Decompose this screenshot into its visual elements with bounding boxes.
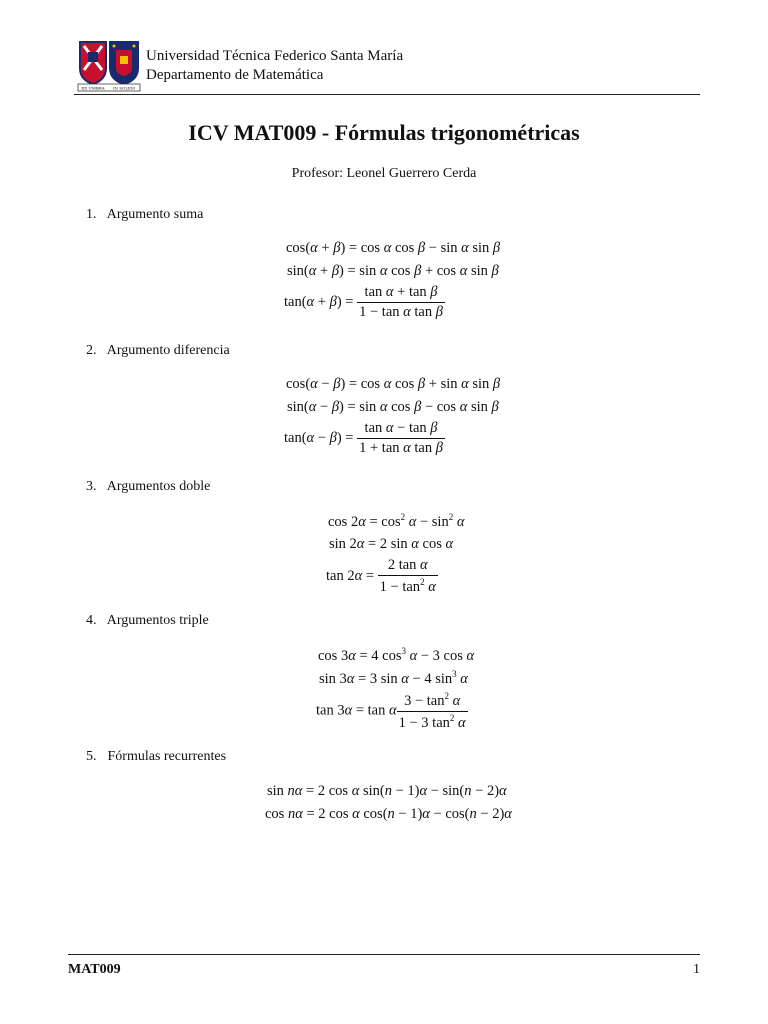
formula-tan-triple: tan 3α = tan α $\frac{3 - \tan^2 \alpha}{1 - 3 \tan^2 \alpha}$ (316, 691, 466, 731)
section-heading: 1. Argumento suma (86, 207, 204, 222)
logo-motto-right: IN SOLEM (112, 85, 136, 91)
university-name: Universidad Técnica Federico Santa María (146, 48, 404, 64)
formula-sin-double: sin 2α = 2 sin α cos α (329, 536, 454, 552)
formula-cos-recurrent: cos nα = 2 cos α cos(n − 1)α − cos(n − 2)α (265, 806, 512, 822)
formula-cos-sum: cos(α + β) = cos α cos β − sin α sin β (286, 240, 501, 256)
page-number: 1 (693, 962, 700, 977)
professor-line: Profesor: Leonel Guerrero Cerda (291, 166, 477, 181)
formula-sin-diff: sin(α − β) = sin α cos β − cos α sin β (287, 399, 499, 415)
logo-motto-left: EX UMBRA (81, 85, 105, 91)
department-name: Departamento de Matemática (146, 67, 324, 83)
university-logo-icon (76, 40, 142, 92)
formula-sin-triple: sin 3α = 3 sin α − 4 $\sin^3 \alpha$ (319, 669, 468, 687)
formula-sin-recurrent: sin nα = 2 cos α sin(n − 1)α − sin(n − 2)α (267, 783, 507, 799)
section-heading: 4. Argumentos triple (86, 613, 209, 628)
formula-tan-sum: tan(α + β) = $\frac{\text{tan α + tan β}}{\text{1 − tan α tan β}}$ (284, 284, 443, 320)
formula-cos-diff: cos(α − β) = cos α cos β + sin α sin β (286, 376, 501, 392)
formula-tan-diff: tan(α − β) = $\frac{\text{tan α − tan β}}{\text{1 + tan α tan β}}$ (284, 420, 443, 456)
formula-cos-double: $\cos 2\alpha = \cos^2 \alpha - \sin^2 \alpha$ (328, 512, 465, 530)
page-title: ICV MAT009 - Fórmulas trigonométricas (188, 120, 580, 145)
section-heading: 2. Argumento diferencia (86, 343, 230, 358)
formula-tan-double: tan 2α = $\frac{\text{2 tan α}}{1 - \tan^2 \alpha}$ (326, 557, 436, 595)
page-header (74, 40, 700, 95)
formula-cos-triple: cos 3α = 4 $\cos^3 \alpha - 3$ cos α (318, 646, 475, 664)
section-heading: 5. Fórmulas recurrentes (86, 749, 227, 764)
section-heading: 3. Argumentos doble (86, 479, 211, 494)
formula-sin-sum: sin(α + β) = sin α cos β + cos α sin β (287, 263, 499, 279)
page-footer (68, 954, 700, 977)
footer-course: MAT009 (68, 962, 121, 977)
